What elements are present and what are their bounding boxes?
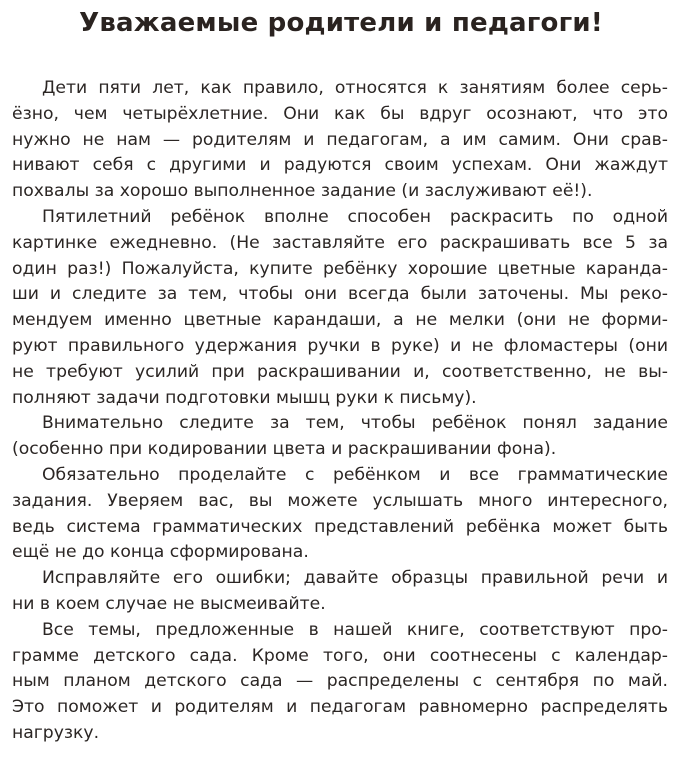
text-line: ши и следите за тем, чтобы они всегда были заточены. Мы реко- (12, 284, 668, 305)
text-line: (особенно при кодировании цвета и раскрашивании фона). (12, 439, 557, 460)
text-line: ни в коем случае не высмеивайте. (12, 593, 326, 614)
text-line: один раз!) Пожалуйста, купите ребёнку хорошие цветные каранда- (12, 258, 668, 279)
text-line: мендуем именно цветные карандаши, а не мелки (они не форми- (12, 310, 668, 331)
text-line: задания. Уверяем вас, вы можете услышать много интересного, (12, 490, 668, 511)
page-title: Уважаемые родители и педагоги! (79, 8, 603, 38)
text-line: ведь система грамматических представлений ребёнка может быть (12, 516, 668, 537)
text-line: нужно не нам — родителям и педагогам, а им самим. Они срав- (12, 129, 668, 150)
body-text (12, 76, 668, 747)
text-line: нивают себя с другими и радуются своим успехам. Они жаждут (12, 155, 668, 176)
text-line: Внимательно следите за тем, чтобы ребёнок понял задание (42, 413, 668, 434)
text-line: Дети пяти лет, как правило, относятся к занятиям более серь- (42, 78, 668, 98)
text-line: Обязательно проделайте с ребёнком и все грамматические (42, 464, 668, 485)
text-line: Все темы, предложенные в нашей книге, соответствуют про- (42, 619, 668, 640)
text-line: Пятилетний ребёнок вполне способен раскрасить по одной (42, 206, 668, 227)
text-line: ещё не до конца сформирована. (12, 542, 309, 563)
text-line: Исправляйте его ошибки; давайте образцы правильной речи и (42, 568, 668, 589)
text-line: руют правильного удержания ручки в руке) и не фломастеры (они (12, 335, 668, 356)
text-line: полняют задачи подготовки мышц руки к письму). (12, 387, 477, 408)
text-line: похвалы за хорошо выполненное задание (и заслуживают её!). (12, 181, 593, 202)
text-line: грамме детского сада. Кроме того, они соотнесены с календар- (12, 645, 668, 666)
text-line: ёзно, чем четырёхлетние. Они как бы вдруг осознают, что это (12, 103, 668, 124)
text-line: Это поможет и родителям и педагогам равномерно распределять (12, 697, 668, 718)
text-line: картинке ежедневно. (Не заставляйте его раскрашивать все 5 за (12, 232, 668, 253)
text-line: не требуют усилий при раскрашивании и, соответственно, не вы- (12, 361, 668, 382)
text-line: ным планом детского сада — распределены с сентября по май. (12, 671, 668, 692)
text-line: нагрузку. (12, 722, 100, 743)
